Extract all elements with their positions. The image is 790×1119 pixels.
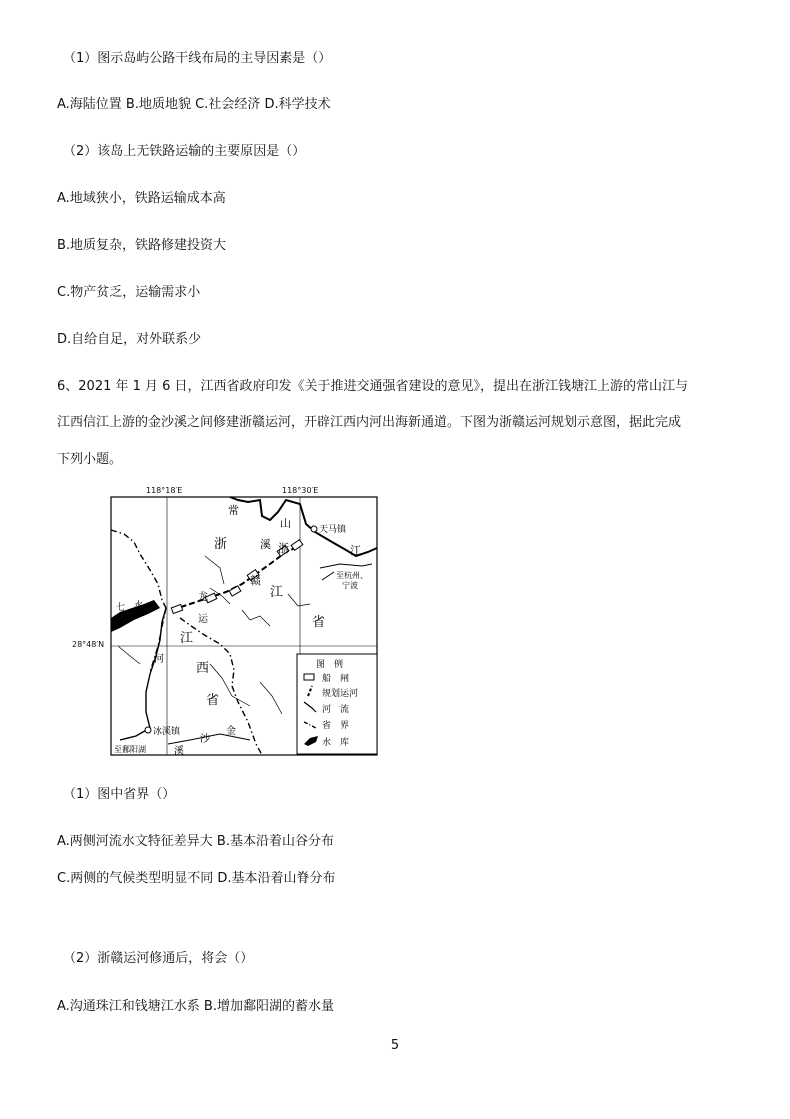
lock-6 <box>291 540 303 551</box>
q6-sub1-options-line2: C.两侧的气候类型明显不同 D.基本沿着山脊分布 <box>57 871 336 886</box>
q5-sub2-option-d: D.自给自足，对外联系少 <box>57 332 202 347</box>
legend-reservoir: 水 库 <box>322 738 350 748</box>
stream-4 <box>288 594 310 606</box>
label-jin: 金 <box>226 726 236 737</box>
label-jiang-zj: 江 <box>270 585 284 600</box>
label-sha: 沙 <box>200 734 210 745</box>
label-long: 龙 <box>198 592 208 603</box>
q6-stem-line1: 6、2021 年 1 月 6 日，江西省政府印发《关于推进交通强省建设的意见》，提出在浙江钱塘江上游的常山江与 <box>57 379 689 394</box>
label-he: 河 <box>154 654 164 665</box>
legend-river: 河 流 <box>322 705 350 715</box>
label-xi2: 溪 <box>174 746 184 756</box>
jinshaxi-river <box>146 608 166 728</box>
q5-sub1-options: A.海陆位置 B.地质地貌 C.社会经济 D.科学技术 <box>57 97 331 112</box>
label-changshan-1: 常 <box>228 504 239 517</box>
town-bingxi-marker <box>145 727 151 733</box>
label-poyang: 至鄱阳湖 <box>114 745 146 754</box>
q5-sub2-option-a: A.地域狭小，铁路运输成本高 <box>57 191 226 206</box>
label-xi-jx: 西 <box>196 661 210 676</box>
label-sheng-jx: 省 <box>206 693 220 708</box>
q6-sub1-question: （1）图中省界（） <box>63 787 176 802</box>
label-yun: 运 <box>198 614 208 625</box>
legend-lock-symbol <box>304 674 314 680</box>
label-gan: 赣 <box>250 574 261 587</box>
q6-stem-line2: 江西信江上游的金沙溪之间修建浙赣运河，开辟江西内河出海新通道。下图为浙赣运河规划示意图，据此完成 <box>57 415 682 430</box>
lat-label: 28°48′N <box>72 640 105 649</box>
label-qi-1: 七 <box>116 603 126 613</box>
lock-1 <box>171 604 182 613</box>
label-hangzhou: 至杭州、 <box>336 571 368 580</box>
label-changshan-3: 江 <box>350 544 361 557</box>
label-sheng-zj: 省 <box>312 615 326 630</box>
label-tianma: 天马镇 <box>319 525 347 535</box>
legend-boundary: 省 界 <box>322 721 350 731</box>
map-legend <box>297 654 377 754</box>
lock-3 <box>229 586 241 596</box>
label-ningbo: 宁波 <box>342 581 358 590</box>
legend-title: 图 例 <box>316 660 344 670</box>
town-tianma-marker <box>311 526 317 532</box>
canal-map <box>110 496 378 756</box>
q6-sub2-question: （2）浙赣运河修通后，将会（） <box>63 951 254 966</box>
label-xi: 溪 <box>260 538 271 551</box>
stream-5 <box>118 646 140 664</box>
q5-sub1-question: （1）图示岛屿公路干线布局的主导因素是（） <box>63 51 332 66</box>
q6-sub2-options-line1: A.沟通珠江和钱塘江水系 B.增加鄱阳湖的蓄水量 <box>57 999 334 1014</box>
stream-7 <box>260 682 282 714</box>
stream-1 <box>205 556 224 584</box>
label-qi-2: 水 <box>134 601 144 611</box>
page-number: 5 <box>390 1038 400 1053</box>
legend-lock: 船 闸 <box>322 674 350 684</box>
q5-sub2-question: （2）该岛上无铁路运输的主要原因是（） <box>63 144 306 159</box>
q5-sub2-option-c: C.物产贫乏，运输需求小 <box>57 285 201 300</box>
stream-3 <box>242 610 270 626</box>
label-zhe2: 浙 <box>278 542 289 555</box>
label-changshan-2: 山 <box>280 517 291 530</box>
legend-canal: 规划运河 <box>322 689 359 699</box>
label-jiang-jx: 江 <box>180 631 194 646</box>
q6-sub1-options-line1: A.两侧河流水文特征差异大 B.基本沿着山谷分布 <box>57 834 334 849</box>
canal-map-figure <box>110 496 378 756</box>
river-to-hangzhou <box>320 564 372 568</box>
arrow-to-hangzhou <box>322 572 334 580</box>
q6-stem-line3: 下列小题。 <box>57 452 123 467</box>
q5-sub2-option-b: B.地质复杂，铁路修建投资大 <box>57 238 227 253</box>
label-bingxi: 冰溪镇 <box>153 727 181 737</box>
lon-left-label: 118°18′E <box>146 486 183 495</box>
lon-right-label: 118°30′E <box>282 486 319 495</box>
label-zhe: 浙 <box>214 537 228 552</box>
